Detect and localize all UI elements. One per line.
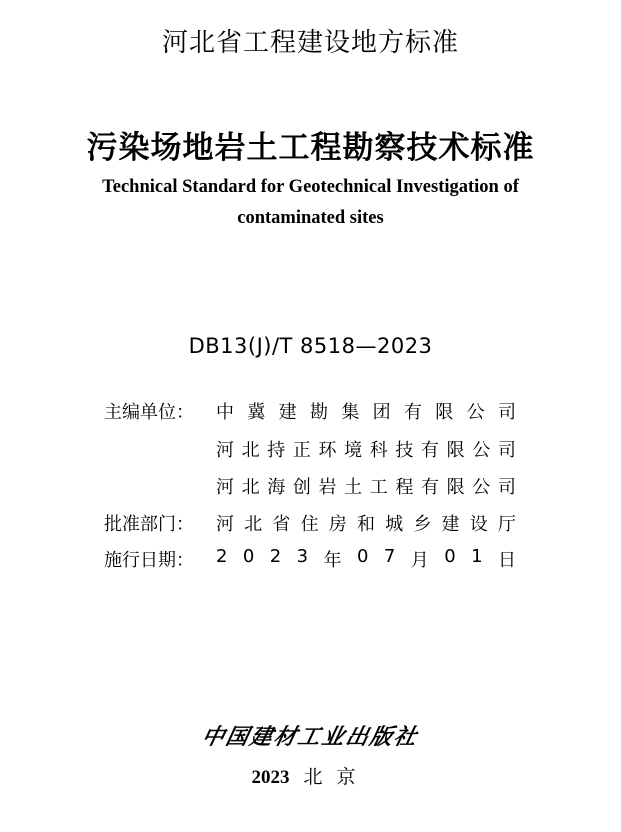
char: 城 [385,514,404,535]
char: 有 [403,402,422,423]
date-row [0,546,621,576]
char: 有 [421,477,439,498]
editor-1 [216,398,516,424]
publication-line [0,762,621,789]
effective-date [216,546,516,572]
char: 日 [498,550,516,571]
char: 厅 [497,514,516,535]
standard-code: DB13(J)/T 8518—2023 [188,334,433,358]
char: 团 [372,402,391,423]
char: 科 [369,440,388,461]
title-en-line2: contaminated sites [237,208,384,228]
editor-label: 主编单位： [104,402,194,423]
char: 乡 [413,514,432,535]
approver-value [216,510,516,536]
char: 建 [441,514,460,535]
char: 和 [356,514,375,535]
char: 限 [435,402,454,423]
char: 设 [469,514,488,535]
char: 0 [242,546,255,567]
char: 公 [472,440,491,461]
char: 1 [471,546,483,567]
char: 冀 [247,402,266,423]
date-label: 施行日期： [104,550,194,571]
char: 建 [278,402,297,423]
char: 土 [344,477,363,498]
char: 公 [472,477,491,498]
editor-row-1 [0,398,621,428]
char: 环 [318,440,337,461]
char: 正 [292,440,311,461]
char: 工 [369,477,388,498]
approver-label: 批准部门： [104,514,194,535]
char: 勘 [309,402,328,423]
char: 岩 [318,477,337,498]
char: 海 [267,477,286,498]
char: 0 [444,546,456,567]
char: 境 [344,440,363,461]
char: 技 [395,440,414,461]
char: 房 [328,514,347,535]
char: 2 [269,546,282,567]
char: 持 [267,440,286,461]
char: 省 [272,514,291,535]
char: 北 [241,440,260,461]
char: 河 [216,514,234,535]
char: 年 [323,550,342,571]
editor-2 [216,436,516,462]
char: 司 [497,402,516,423]
char: 住 [300,514,319,535]
char: 限 [446,477,465,498]
char: 3 [296,546,309,567]
char: 0 [357,546,369,567]
char: 司 [497,477,516,498]
char: 中 [216,402,234,423]
char: 有 [421,440,439,461]
char: 7 [383,546,396,567]
editor-row-3 [0,473,621,503]
char: 集 [341,402,360,423]
editor-row-2 [0,436,621,466]
char: 河 [216,440,234,461]
char: 北 [244,514,263,535]
publication-year: 2023 [251,767,290,788]
approver-row [0,510,621,540]
standard-series: 河北省工程建设地方标准 [161,28,459,58]
document-title-cn: 污染场地岩土工程勘察技术标准 [86,130,535,166]
char: 2 [216,546,228,567]
editor-3 [216,473,516,499]
char: 创 [292,477,311,498]
char: 月 [410,550,429,571]
title-en-line1: Technical Standard for Geotechnical Investigation of [102,177,519,197]
char: 河 [216,477,234,498]
char: 司 [497,440,516,461]
char: 限 [446,440,465,461]
document-title-en [0,172,621,234]
char: 公 [466,402,485,423]
char: 程 [395,477,414,498]
publication-city: 北京 [303,766,370,788]
char: 北 [241,477,260,498]
publisher-logo: 中国建材工业出版社 [199,724,421,750]
